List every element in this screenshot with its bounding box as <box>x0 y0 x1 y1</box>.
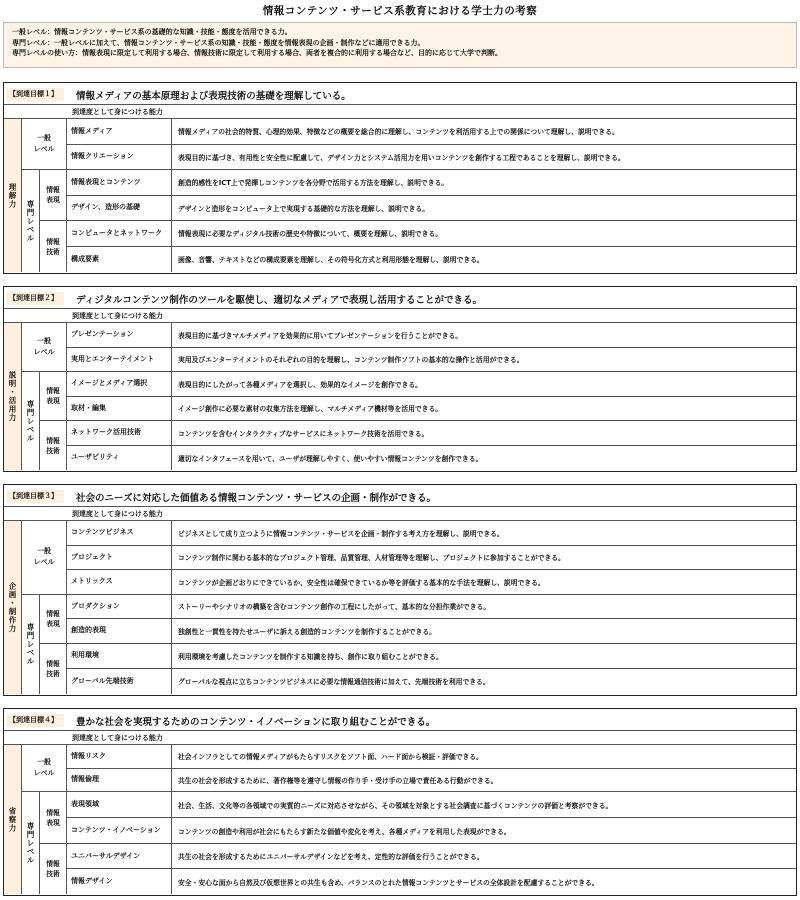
table-row: メトリックス コンテンツが企画どおりにできているか、安全性は確保できているか等を評価する基本的な手法を理解し、説明できる。 <box>67 570 796 595</box>
table-row: 利用環境 利用環境を考慮したコンテンツを制作する知識を持ち、創作に取り組むことができる。 <box>67 644 796 669</box>
table-row: コンテンツビジネス ビジネスとして成り立つように情報コンテンツ・サービスを企画・制作する考え方を理解し、説明できる。 <box>67 521 796 546</box>
table-row: 情報倫理 共生の社会を形成するために、著作権等を遵守し情報の作り手・受け手の立場で責任ある行動ができる。 <box>67 769 796 793</box>
category-label: 省察力 <box>4 745 22 894</box>
table-row: プロジェクト コンテンツ制作に関わる基本的なプロジェクト管理、品質管理、人材管理等を理解し、プロジェクトに参加することができる。 <box>67 546 796 571</box>
goal-header <box>4 287 796 309</box>
goal-1-section <box>3 82 797 274</box>
category-label: 企画・制作力 <box>4 521 22 694</box>
table-row: ネットワーク活用技術 コンテンツを含むインタラクティブなサービスにネットワーク技術を活用できる。 <box>67 421 796 446</box>
sub-header: 到達度として身につける能力 <box>4 731 796 745</box>
sub-gijutsu: 情報技術 <box>40 644 67 695</box>
table-row: イメージとメディア選択 表現目的にしたがって各種メディアを選択し、効果的なイメージを創作できる。 <box>67 372 796 397</box>
sub-hyogen: 情報表現 <box>40 372 67 421</box>
goal-3-section <box>3 484 797 696</box>
goal-header <box>4 83 796 105</box>
goal-badge: 【到達目標４】 <box>6 714 64 727</box>
goal-text: 社会のニーズに対応した価値ある情報コンテンツ・サービスの企画・制作ができる。 <box>76 493 437 504</box>
sub-gijutsu: 情報技術 <box>40 221 67 272</box>
table-row: プロダクション ストーリーやシナリオの構築を含むコンテンツ創作の工程にしたがって、基本的な分担作業ができる。 <box>67 595 796 620</box>
table-row: 取材・編集 イメージ創作に必要な素材の収集方法を理解し、マルチメディア機材等を活用できる。 <box>67 397 796 422</box>
table-row: 情報デザイン 安全・安心な面から自然及び仮想世界との共生も含め、バランスのとれた情報コンテンツとサービスの全体設計を配慮することができる。 <box>67 869 796 894</box>
table-row: 表現領域 社会、生活、文化等の各領域での実質的ニーズに対応させながら、その領域を対象とする社会調査に基づくコンテンツの評価と考察ができる。 <box>67 792 796 818</box>
table-row: コンピュータとネットワーク 情報表現に必要なディジタル技術の歴史や特徴について、概要を理解し、説明できる。 <box>67 221 796 247</box>
notes-box <box>3 22 797 68</box>
sub-gijutsu: 情報技術 <box>40 421 67 470</box>
goal-badge: 【到達目標２】 <box>6 292 64 305</box>
table-row: 情報リスク 社会インフラとしての情報メディアがもたらすリスクをソフト面、ハード面から検証・評価できる。 <box>67 745 796 769</box>
note-usage: 専門レベルの使い方：情報表現に限定して利用する場合、情報技術に限定して利用する場合、両者を複合的に利用する場合など、目的に応じて大学で判断。 <box>12 49 502 57</box>
sub-header: 到達度として身につける能力 <box>4 309 796 323</box>
goal-2-section <box>3 286 797 472</box>
level-special: 専門レベル <box>22 792 40 894</box>
table-row: 構成要素 画像、音響、テキストなどの構成要素を理解し、その符号化方式と利用形態を理解し、説明できる。 <box>67 247 796 273</box>
sub-hyogen: 情報表現 <box>40 792 67 844</box>
level-general: 一般 レベル <box>22 521 67 595</box>
level-general: 一般 レベル <box>22 119 67 170</box>
goal-badge: 【到達目標１】 <box>6 88 64 101</box>
table-row: 創造的表現 独創性と一貫性を持たせユーザに訴える創造的コンテンツを制作することができる。 <box>67 619 796 644</box>
goal-text: ディジタルコンテンツ制作のツールを駆使し、適切なメディアで表現し活用することができる。 <box>76 295 483 306</box>
note-general: 一般レベル：情報コンテンツ・サービス系の基礎的な知識・技能・態度を活用できる力。 <box>12 28 292 36</box>
page-title: 情報コンテンツ・サービス系教育における学士力の考察 <box>262 5 538 17</box>
level-special: 専門レベル <box>22 595 40 695</box>
sub-hyogen: 情報表現 <box>40 595 67 644</box>
table-row: デザイン、造形の基礎 デザインと造形をコンピュータ上で実現する基礎的な方法を理解し、説明できる。 <box>67 196 796 222</box>
level-special: 専門レベル <box>22 372 40 470</box>
sub-hyogen: 情報表現 <box>40 170 67 221</box>
table-row: 情報表現とコンテンツ 創造的感性をICT上で発揮しコンテンツを各分野で活用する方法を理解し、説明できる。 <box>67 170 796 196</box>
sub-header: 到達度として身につける能力 <box>4 105 796 119</box>
table-row: プレゼンテーション 表現目的に基づきマルチメディアを効果的に用いてプレゼンテーションを行うことができる。 <box>67 323 796 348</box>
table-row: ユーザビリティ 適切なインタフェースを用いて、ユーザが理解しやすく、使いやすい情報コンテンツを創作できる。 <box>67 446 796 471</box>
category-label: 説明・活用力 <box>4 323 22 470</box>
goal-header <box>4 485 796 507</box>
goal-4-section <box>3 708 797 896</box>
level-special: 専門レベル <box>22 170 40 272</box>
category-label: 理解力 <box>4 119 22 272</box>
table-row: 実用とエンターテイメント 実用及びエンターテイメントのそれぞれの目的を理解し、コンテンツ制作ソフトの基本的な操作と活用ができる。 <box>67 348 796 373</box>
table-row: 情報メディア 情報メディアの社会的特質、心理的効果、特徴などの概要を総合的に理解し、コンテンツを利活用する上での関係について理解し、説明できる。 <box>67 119 796 145</box>
note-special: 専門レベル：一般レベルに加えて、情報コンテンツ・サービス系の知識・技能・態度を情報表現の企画・制作などに適用できる力。 <box>12 38 425 47</box>
table-row: グローバル先端技術 グローバルな視点に立ちコンテンツビジネスに必要な情報通信技術に加えて、先端技術を利用できる。 <box>67 669 796 695</box>
level-general: 一般 レベル <box>22 745 67 792</box>
goal-badge: 【到達目標３】 <box>6 490 64 503</box>
level-general: 一般 レベル <box>22 323 67 372</box>
goal-text: 情報メディアの基本原理および表現技術の基礎を理解している。 <box>76 91 351 102</box>
sub-header: 到達度として身につける能力 <box>4 507 796 521</box>
goal-text: 豊かな社会を実現するためのコンテンツ・イノベーションに取り組むことができる。 <box>76 717 436 728</box>
sub-gijutsu: 情報技術 <box>40 844 67 894</box>
table-row: 情報クリエーション 表現目的に基づき、有用性と安全性に配慮して、デザイン力とシステム活用力を用いコンテンツを創作する工程であることを理解し、説明できる。 <box>67 145 796 171</box>
table-row: ユニバーサルデザイン 共生の社会を形成するためにユニバーサルデザインなどを考え、定性的な評価を行うことができる。 <box>67 844 796 869</box>
goal-header <box>4 709 796 731</box>
table-row: コンテンツ・イノベーション コンテンツの創造や利用が社会にもたらす新たな価値や変化を考え、各種メディアを利用した表現ができる。 <box>67 818 796 844</box>
